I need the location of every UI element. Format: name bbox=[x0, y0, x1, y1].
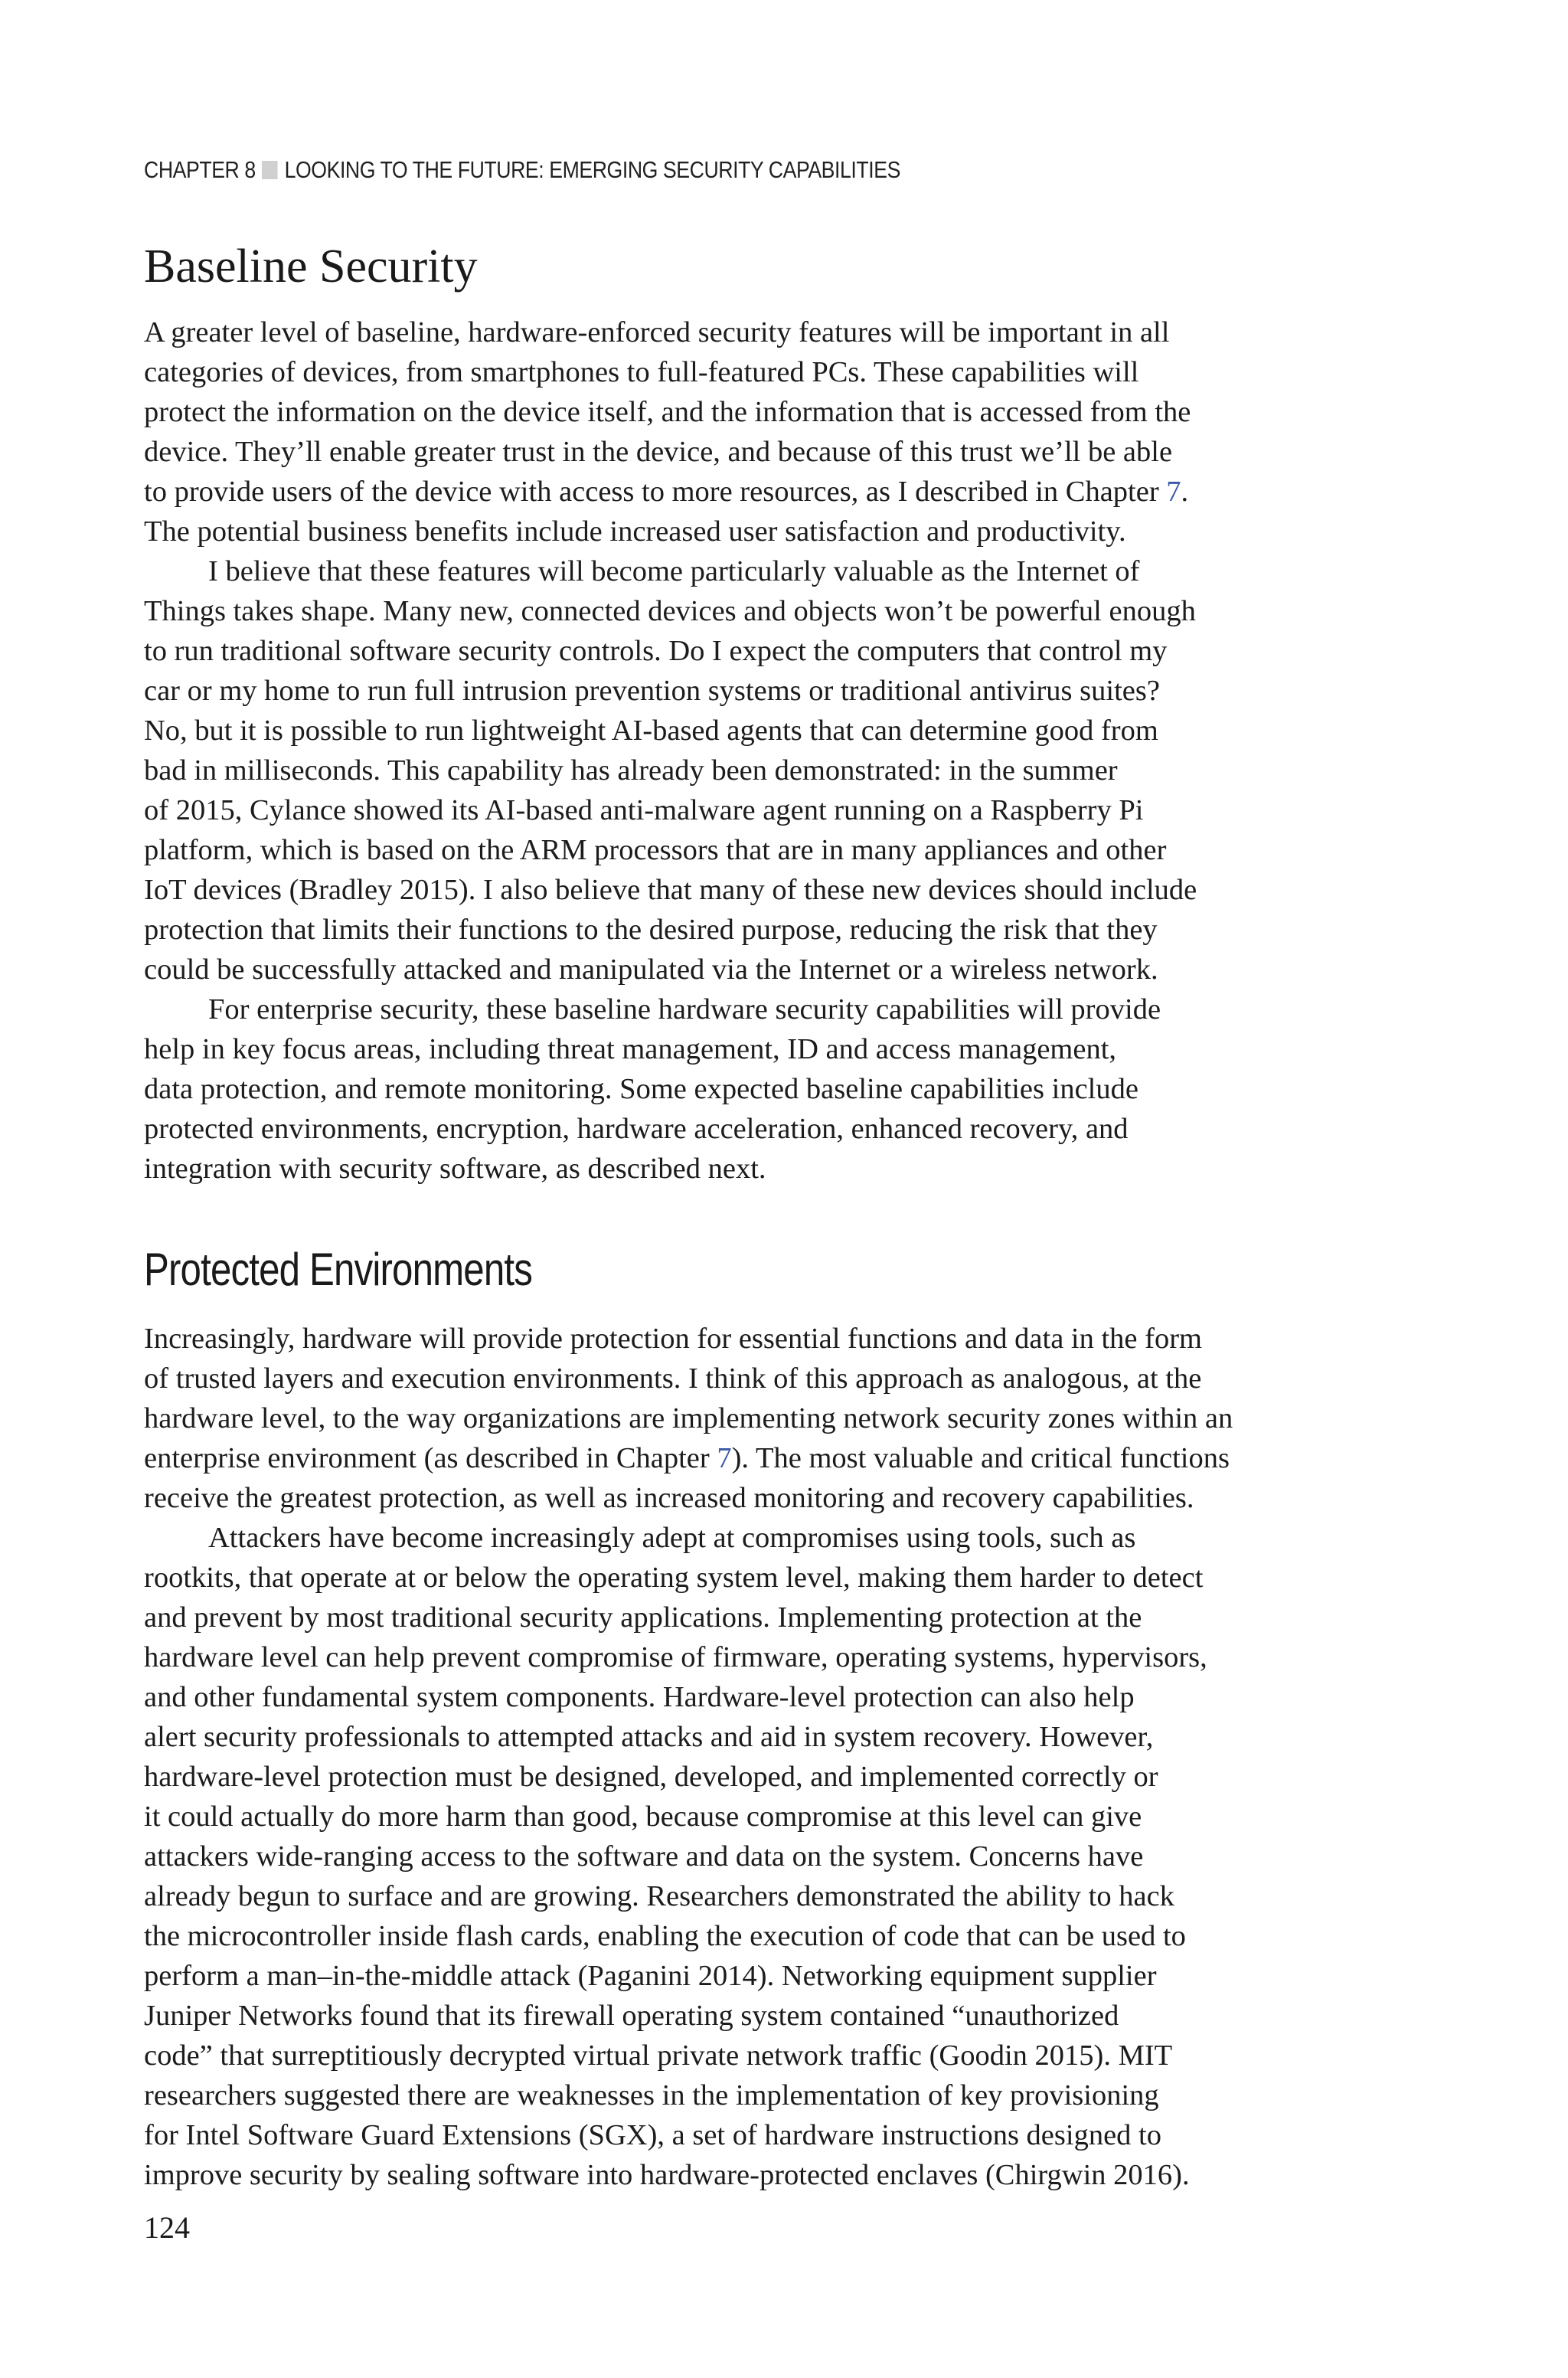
text-line: protection that limits their functions to the desired purpose, reducing the risk that they bbox=[144, 914, 1158, 946]
paragraph bbox=[144, 551, 1384, 989]
text-line: it could actually do more harm than good, because compromise at this level can give bbox=[144, 1801, 1142, 1833]
text-line: code” that surreptitiously decrypted virtual private network traffic (Goodin 2015). MIT bbox=[144, 2039, 1173, 2072]
text-line: protected environments, encryption, hardware acceleration, enhanced recovery, and bbox=[144, 1113, 1129, 1145]
text-line: already begun to surface and are growing. Researchers demonstrated the ability to hack bbox=[144, 1880, 1174, 1912]
text-line-fragment: ). The most valuable and critical functions bbox=[731, 1442, 1230, 1474]
text-line: IoT devices (Bradley 2015). I also believe that many of these new devices should include bbox=[144, 874, 1197, 906]
text-line: hardware-level protection must be designed, developed, and implemented correctly or bbox=[144, 1761, 1158, 1793]
text-line: of 2015, Cylance showed its AI-based anti-malware agent running on a Raspberry Pi bbox=[144, 794, 1144, 826]
text-line: could be successfully attacked and manipulated via the Internet or a wireless network. bbox=[144, 953, 1158, 986]
text-line: No, but it is possible to run lightweight AI-based agents that can determine good from bbox=[144, 715, 1158, 747]
text-line: and prevent by most traditional security applications. Implementing protection at the bbox=[144, 1601, 1142, 1634]
running-head-separator bbox=[262, 161, 278, 179]
text-line: of trusted layers and execution environments. I think of this approach as analogous, at the bbox=[144, 1362, 1202, 1395]
paragraph bbox=[144, 1518, 1384, 2195]
text-line: for Intel Software Guard Extensions (SGX), a set of hardware instructions designed to bbox=[144, 2119, 1161, 2151]
text-line: attackers wide-ranging access to the software and data on the system. Concerns have bbox=[144, 1840, 1144, 1873]
text-line-fragment: to provide users of the device with access to more resources, as I described in Chapter bbox=[144, 476, 1167, 508]
section-protected-environments-body bbox=[144, 1319, 1384, 2195]
running-head-chapter: CHAPTER 8 bbox=[144, 156, 256, 183]
text-line: perform a man–in-the-middle attack (Paganini 2014). Networking equipment supplier bbox=[144, 1960, 1157, 1992]
text-line: Increasingly, hardware will provide protection for essential functions and data in the form bbox=[144, 1323, 1202, 1355]
text-line: For enterprise security, these baseline hardware security capabilities will provide bbox=[208, 993, 1161, 1025]
text-line: A greater level of baseline, hardware-enforced security features will be important in all bbox=[144, 316, 1170, 348]
paragraph bbox=[144, 1319, 1384, 1518]
chapter-cross-reference-link[interactable]: 7 bbox=[1166, 476, 1181, 508]
text-line: researchers suggested there are weaknesses in the implementation of key provisioning bbox=[144, 2079, 1159, 2111]
text-line: bad in milliseconds. This capability has already been demonstrated: in the summer bbox=[144, 754, 1118, 787]
text-line: integration with security software, as described next. bbox=[144, 1153, 766, 1185]
text-line: data protection, and remote monitoring. Some expected baseline capabilities include bbox=[144, 1073, 1138, 1105]
paragraph bbox=[144, 312, 1384, 551]
text-line bbox=[144, 1438, 1384, 1478]
text-line: I believe that these features will become particularly valuable as the Internet of bbox=[208, 555, 1140, 587]
section-heading-protected-environments: Protected Environments bbox=[144, 1244, 533, 1295]
text-line: Things takes shape. Many new, connected devices and objects won’t be powerful enough bbox=[144, 595, 1196, 627]
running-head bbox=[144, 156, 900, 184]
text-line: to run traditional software security controls. Do I expect the computers that control my bbox=[144, 635, 1168, 667]
section-heading-baseline-security: Baseline Security bbox=[144, 240, 478, 293]
text-line: protect the information on the device itself, and the information that is accessed from the bbox=[144, 396, 1191, 428]
chapter-cross-reference-link[interactable]: 7 bbox=[717, 1442, 732, 1474]
text-line: device. They’ll enable greater trust in the device, and because of this trust we’ll be able bbox=[144, 436, 1173, 468]
paragraph bbox=[144, 989, 1384, 1189]
text-line: receive the greatest protection, as well as increased monitoring and recovery capabilities. bbox=[144, 1482, 1194, 1514]
text-line: Juniper Networks found that its firewall operating system contained “unauthorized bbox=[144, 2000, 1119, 2032]
running-head-title: LOOKING TO THE FUTURE: EMERGING SECURITY CAPABILITIES bbox=[284, 156, 900, 183]
text-line: categories of devices, from smartphones to full-featured PCs. These capabilities will bbox=[144, 356, 1139, 388]
section-baseline-security-body bbox=[144, 312, 1384, 1189]
text-line: help in key focus areas, including threat management, ID and access management, bbox=[144, 1033, 1117, 1065]
text-line: The potential business benefits include increased user satisfaction and productivity. bbox=[144, 515, 1126, 548]
page-number: 124 bbox=[144, 2210, 190, 2245]
text-line: platform, which is based on the ARM processors that are in many appliances and other bbox=[144, 834, 1167, 866]
text-line: and other fundamental system components. Hardware-level protection can also help bbox=[144, 1681, 1135, 1713]
text-line: the microcontroller inside flash cards, enabling the execution of code that can be used to bbox=[144, 1920, 1186, 1952]
text-line: hardware level, to the way organizations are implementing network security zones within an bbox=[144, 1402, 1233, 1434]
text-line-fragment: . bbox=[1181, 476, 1189, 508]
text-line: rootkits, that operate at or below the operating system level, making them harder to detect bbox=[144, 1562, 1204, 1594]
text-line-fragment: enterprise environment (as described in Chapter bbox=[144, 1442, 717, 1474]
text-line: car or my home to run full intrusion prevention systems or traditional antivirus suites? bbox=[144, 675, 1160, 707]
text-line: Attackers have become increasingly adept at compromises using tools, such as bbox=[208, 1522, 1136, 1554]
text-line: improve security by sealing software into hardware-protected enclaves (Chirgwin 2016). bbox=[144, 2159, 1190, 2191]
text-line bbox=[144, 472, 1384, 512]
text-line: alert security professionals to attempted attacks and aid in system recovery. However, bbox=[144, 1721, 1154, 1753]
text-line: hardware level can help prevent compromise of firmware, operating systems, hypervisors, bbox=[144, 1641, 1207, 1673]
